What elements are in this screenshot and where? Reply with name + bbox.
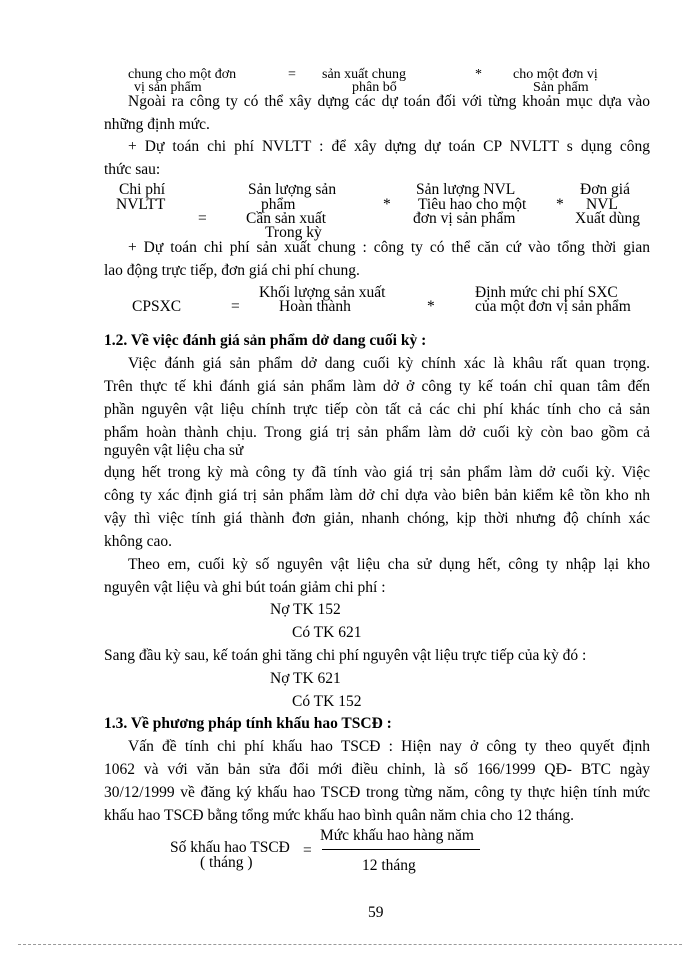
p12-line-7: công ty xác định giá trị sản phẩm làm dở chỉ dựa vào biên bản kiểm kê tồn kho nh	[104, 487, 650, 504]
sang-dau-ky-line: Sang đầu kỳ sau, kế toán ghi tăng chi phí nguyên vật liệu trực tiếp của kỳ đó :	[104, 647, 587, 664]
sxc-line-1: + Dự toán chi phí sản xuất chung : công ty có thể căn cứ vào tổng thời gian	[128, 239, 650, 256]
formula3-right-top: Định mức chi phí SXC	[475, 284, 618, 301]
nvltt-line-2: thức sau:	[104, 161, 161, 178]
formula4-numerator: Mức khấu hao hàng năm	[320, 827, 474, 844]
p12-line-3: phần nguyên vật liệu chính trực tiếp còn tất cả các chi phí khác tính cho cả sản	[104, 401, 650, 418]
formula4-left-top: Số khấu hao TSCĐ	[170, 839, 290, 856]
entry2-credit: Có TK 152	[292, 693, 362, 710]
formula3-mid-top: Khối lượng sản xuất	[259, 284, 386, 301]
formula1-right-bottom: Sản phẩm	[533, 80, 589, 95]
formula3-multiply: *	[427, 298, 435, 315]
formula1-mid-top: sản xuất chung	[322, 67, 406, 82]
formula4-equals: =	[303, 842, 312, 859]
p12-line-9: không cao.	[104, 533, 173, 550]
p12-line-1: Việc đánh giá sản phẩm dở dang cuối kỳ chính xác là khâu rất quan trọng.	[128, 355, 650, 372]
formula2-col2-line3: Cần sản xuất	[246, 210, 327, 227]
formula1-left-bottom: vị sản phẩm	[134, 80, 202, 95]
heading-1-2: 1.2. Về việc đánh giá sản phẩm dở dang cuối kỳ :	[104, 332, 427, 349]
formula2-col2-line2: phẩm	[261, 196, 296, 213]
formula2-col2-line4: Trong kỳ	[265, 224, 322, 241]
p13-line-3: 30/12/1999 về đăng ký khấu hao TSCĐ trong từng năm, công ty thực hiện tính mức	[104, 784, 650, 801]
intro-line-1: Ngoài ra công ty có thể xây dựng các dự toán đối với từng khoản mục dựa vào	[128, 93, 650, 110]
p13-line-2: 1062 và với văn bản sửa đổi mới điều chỉnh, là số 166/1999 QĐ- BTC ngày	[104, 761, 650, 778]
formula3-right-bottom: của một đơn vị sản phẩm	[475, 298, 631, 315]
formula1-equals: =	[288, 67, 296, 82]
formula1-mid-bottom: phân bổ	[352, 80, 397, 95]
formula1-left-top: chung cho một đơn	[128, 67, 237, 82]
formula4-fraction-bar	[322, 849, 480, 850]
formula2-equals: =	[198, 210, 207, 227]
formula3-left: CPSXC	[132, 298, 182, 315]
p13-line-4: khấu hao TSCĐ bằng tổng mức khấu hao bình quân năm chia cho 12 tháng.	[104, 807, 575, 824]
formula2-col2-line1: Sản lượng sản	[248, 181, 337, 198]
formula2-col3-line3: đơn vị sản phẩm	[413, 210, 516, 227]
p12-line-4: phẩm hoàn thành chịu. Trong giá trị sản phẩm làm dở cuối kỳ còn bao gồm cả	[104, 424, 650, 441]
formula2-multiply-1: *	[383, 196, 391, 213]
sxc-line-2: lao động trực tiếp, đơn giá chi phí chung.	[104, 262, 360, 279]
entry1-debit: Nợ TK 152	[270, 601, 341, 618]
formula3-equals: =	[231, 298, 240, 315]
formula2-col4-line3: Xuất dùng	[575, 210, 641, 227]
entry2-debit: Nợ TK 621	[270, 670, 341, 687]
page-number: 59	[368, 904, 384, 921]
entry1-credit: Có TK 621	[292, 624, 362, 641]
formula3-mid-bottom: Hoàn thành	[279, 298, 351, 315]
formula2-col1-line1: Chi phí	[119, 181, 166, 198]
nvltt-line-1: + Dự toán chi phí NVLTT : để xây dựng dự toán CP NVLTT s dụng công	[128, 138, 650, 155]
formula2-col4-line2: NVL	[586, 196, 618, 213]
p13-line-1: Vấn đề tính chi phí khấu hao TSCĐ : Hiện nay ở công ty theo quyết định	[128, 738, 650, 755]
bottom-dashed-rule	[18, 944, 682, 945]
heading-1-3: 1.3. Về phương pháp tính khấu hao TSCĐ :	[104, 715, 392, 732]
formula2-col4-line1: Đơn giá	[580, 181, 630, 198]
formula1-right-top: cho một đơn vị	[513, 67, 598, 82]
formula2-multiply-2: *	[556, 196, 564, 213]
p12-line-6: dụng hết trong kỳ mà công ty đã tính vào giá trị sản phẩm làm dở cuối kỳ. Việc	[104, 464, 650, 481]
p12-line-8: vậy thì việc tính giá thành đơn giản, nhanh chóng, kịp thời nhưng độ chính xác	[104, 510, 650, 527]
p12-line-2: Trên thực tế khi đánh giá sản phẩm làm dở ở công ty kế toán chỉ quan tâm đến	[104, 378, 650, 395]
formula4-denominator: 12 tháng	[362, 857, 416, 874]
formula2-col3-line1: Sản lượng NVL	[416, 181, 516, 198]
formula1-multiply: *	[475, 67, 482, 82]
p12-line-5: nguyên vật liệu cha sử	[104, 442, 244, 459]
formula2-col1-line2: NVLTT	[116, 196, 166, 213]
theo-em-line-2: nguyên vật liệu và ghi bút toán giảm chi phí :	[104, 579, 386, 596]
theo-em-line-1: Theo em, cuối kỳ số nguyên vật liệu cha sử dụng hết, công ty nhập lại kho	[128, 556, 650, 573]
formula2-col3-line2: Tiêu hao cho một	[418, 196, 527, 213]
intro-line-2: những định mức.	[104, 116, 210, 133]
formula4-left-bottom: ( tháng )	[200, 854, 253, 871]
